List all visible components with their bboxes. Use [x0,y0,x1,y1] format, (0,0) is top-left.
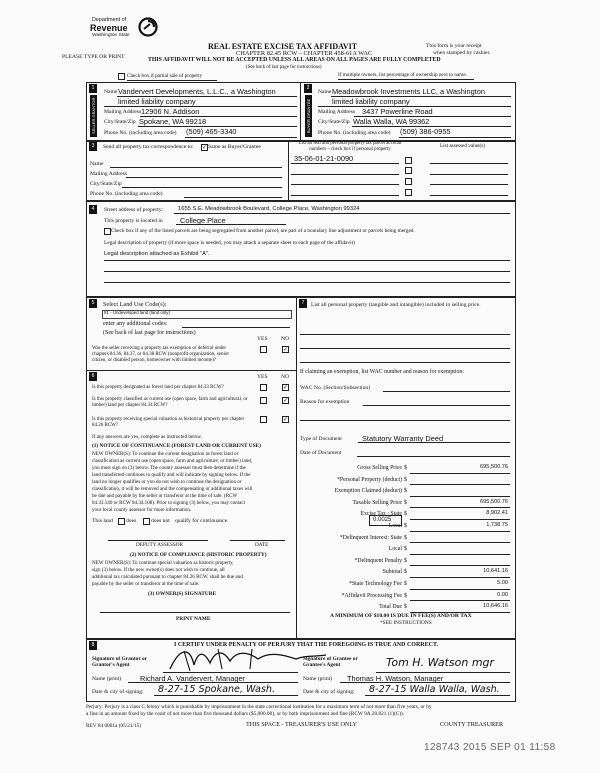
grantee-date-city[interactable]: 8-27-15 Walla Walla, Wash. [369,684,500,695]
dept-line1: Department of [92,17,127,23]
see-instructions-note: *SEE INSTRUCTIONS [380,620,432,626]
notice1-line: NEW OWNER(S): To continue the current designation as forest land or [92,451,239,457]
revenue-logo-icon [138,17,158,37]
tax-line-value[interactable]: 0.00 [497,591,508,598]
exemption-claim-label: If claiming an exemption, list WAC number and reason for exemption: [300,369,464,375]
receipt-note-2: when stamped by cashier. [433,50,491,56]
does-not-label: does not [151,518,170,524]
tax-line-rule [410,565,510,566]
perjury-line-1: Perjury: Perjury is a class C felony which is punishable by imprisonment in the state correctional institution for a maximum term of not more than five years, or by [86,704,432,710]
reason-label: Reason for exemption [300,399,350,405]
form-number: REV 84 0001a (05/21/15) [86,723,142,729]
seller-city[interactable]: Spokane, WA 99218 [139,117,207,126]
personal-property-checkbox-3[interactable] [405,178,412,185]
segregated-checkbox[interactable] [104,228,111,235]
tax-line-label: Local [388,523,402,529]
seller-name-line1[interactable]: Vandervert Developments, L.L.C., a Washington [118,87,276,96]
grantor-name-label: Name (print) [92,676,122,682]
section-2-number: 2 [304,84,312,93]
tax-line-rule [410,519,510,520]
s5-exempt-no[interactable]: ✓ [283,346,289,353]
perjury-line-2: a fine in an amount fixed by the court of not more than five thousand dollars ($5,000.00), or by both imprisonment and fine (RCW 9A.20.021 (1)(C)). [86,711,405,717]
grantee-signature-label: Signature of Grantee or Grantee's Agent [303,656,358,669]
buyer-address-label: Mailing Address [318,109,356,115]
tax-line-rule [410,473,510,474]
notice1-line: you must sign on (3) below. The county assessor must then determine if the [92,465,246,471]
tax-line-rule [410,507,510,508]
seller-phone[interactable]: (509) 465-3340 [186,127,237,136]
buyer-side-label: BUYER GRANTEE [305,95,312,137]
historic-question: Is this property receiving special valuation as historical property per chapter 84.26 RCW? [92,417,245,428]
notice1-line: land transferred continues to qualify and will indicate by signing below. If the [92,472,251,478]
tax-line-rule [410,496,510,497]
partial-sale-label: Check box if partial sale of property [127,73,203,79]
this-land-label: This land [92,518,113,524]
s6-current-use-no[interactable]: ✓ [283,397,289,404]
section-1-number: 1 [89,84,97,93]
notice2-line: sign (3) below. If the new owner(s) does not wish to continue, all [92,567,225,573]
dollar-sign: $ [404,569,407,576]
seller-address-label: Mailing Address [104,109,142,115]
print-name-label: PRINT NAME [176,616,211,622]
tax-line-rule [410,531,510,532]
assessor-date-label: DATE [255,542,269,548]
corr-phone-label: Phone No. (including area code) [90,191,163,197]
dollar-sign: $ [404,557,407,564]
assessed-header: List assessed value(s) [440,143,485,149]
forest-land-question: Is this property designated as forest land per chapter 84.33 RCW? [92,385,224,390]
current-use-question: Is this property classified as current use (open space, farm and agricultural, or timber) land per chapter 84.34 RCW? [92,397,248,408]
seller-phone-label: Phone No. (including area code) [104,130,177,136]
tax-line-value[interactable]: 695,500.76 [480,464,508,470]
dollar-sign: $ [404,523,407,529]
s6-current-use-yes[interactable] [260,397,267,404]
form-title: REAL ESTATE EXCISE TAX AFFIDAVIT [208,42,358,51]
tax-line-rule [410,577,510,578]
tax-line-label: Local [388,546,402,553]
tax-line-value[interactable]: 10,646.16 [483,603,508,610]
s6-forest-no[interactable]: ✓ [283,384,289,391]
parcel-header: List all real and personal property tax parcel account numbers – check box if personal property [298,141,402,152]
receipt-note-1: This form is your receipt [426,43,482,49]
tax-line-label: Gross Selling Price [357,465,402,471]
doc-date-label: Date of Document [300,450,342,456]
notice-continuance-title: (1) NOTICE OF CONTINUANCE (FOREST LAND OR CURRENT USE) [92,443,261,449]
buyer-address[interactable]: 3437 Powerline Road [362,107,433,116]
s6-forest-yes[interactable] [260,384,267,391]
section-5-number: 5 [89,299,97,308]
dollar-sign: $ [404,604,407,611]
s6-historic-yes[interactable] [260,416,267,423]
dept-line3: Washington State [92,33,130,38]
buyer-phone[interactable]: (509) 386-0955 [400,127,451,136]
notice1-line: classification, it will be removed and the compensating or additional taxes will [92,486,253,492]
wac-label: WAC No. (Section/Subsection) [300,385,371,391]
dollar-sign: $ [404,488,407,495]
seller-name-label: Name [104,89,118,95]
tax-line-label: *Delinquent Penalty [354,557,402,564]
does-label: does [126,518,137,524]
tax-line-rule [410,589,510,590]
parcel-number[interactable]: 35-06-01-21-0090 [294,154,354,163]
doc-type-label: Type of Document [300,436,342,442]
notice1-line: land no longer qualifies or you do not wish to continue the designation or [92,479,242,485]
continuance-does-checkbox[interactable] [118,518,125,525]
tax-line-value[interactable]: 10,641.16 [483,568,508,575]
land-use-value[interactable]: 91 - Undeveloped land (land only) [104,310,170,315]
grantor-date-city[interactable]: 8-27-15 Spokane, Wash. [158,684,276,695]
s6-no-header: NO [281,374,290,380]
tax-line-value[interactable]: 8,902.41 [486,510,508,517]
notice2-line: additional tax calculated pursuant to chapter 84.26 RCW, shall be due and [92,574,243,580]
multiple-owners-note: If multiple owners, list percentage of ownership next to name. [338,72,467,78]
section-6-number: 6 [89,372,97,381]
dollar-sign: $ [404,465,407,471]
same-as-buyer-checkbox[interactable]: ✓ [202,144,208,151]
personal-property-checkbox-1[interactable] [405,157,412,164]
correspondence-label: Send all property tax correspondence to: [103,144,194,150]
tax-line-rule [410,484,510,485]
county-treasurer-label: COUNTY TREASURER [440,721,504,728]
treasurer-stamp: 128743 2015 SEP 01 11:58 [424,742,556,753]
same-as-buyer-label: Same as Buyer/Grantee [208,144,261,150]
section-3-number: 3 [89,142,97,151]
exemption-question: Was the seller receiving a property tax exemption or deferral under chapters 84.36, 84.37, or 84.38 RCW (nonprofit organization, senior citizen, or disabled person, homeowner with limited income)? [92,346,230,363]
owner-signature-label: (3) OWNER(S) SIGNATURE [148,591,217,597]
partial-sale-checkbox[interactable] [118,73,125,80]
personal-property-label: List all personal property (tangible and intangible) included in selling price. [311,302,481,308]
legal-description[interactable]: Legal description attached as Exhibit "A". [104,251,210,257]
qualify-label: qualify for continuance. [175,518,229,524]
grantee-date-label: Date & city of signing: [303,689,355,695]
treasurer-space-label: THIS SPACE - TREASURER'S USE ONLY [246,721,358,728]
s5-yes-header: YES [257,336,268,342]
instructions-note: (See back of last page for instructions) [246,65,322,70]
s6-historic-no[interactable]: ✓ [283,416,289,423]
tax-line-label: Exemption Claimed (deduct) [334,488,402,495]
dollar-sign: $ [404,499,407,506]
legal-label: Legal description of property (if more space is needed, you may attach a separate sheet to each page of the affidavit) [104,240,355,246]
dept-line2: Revenue [90,23,128,33]
tax-line-label: *Delinquent Interest: State [339,534,402,541]
corr-city-label: City/State/Zip [90,181,122,187]
tax-line-value[interactable]: 1,738.75 [486,522,508,528]
form-chapter: CHAPTER 82.45 RCW – CHAPTER 458-61A WAC [236,50,373,57]
tax-line-label: Excise Tax : State [360,511,402,518]
section-4-number: 4 [89,205,97,214]
buyer-phone-label: Phone No. (including area code) [318,130,391,136]
seller-side-label: SELLER GRANTOR [90,95,97,137]
dollar-sign: $ [404,592,407,599]
notice-compliance-title: (2) NOTICE OF COMPLIANCE (HISTORIC PROPERTY) [130,552,267,558]
section-7-number: 7 [299,299,307,308]
tax-line-label: Total Due [379,604,402,611]
segregated-label: Check box if any of the listed parcels are being segregated from another parcel, are part of a boundary line adjustment or parcels being merged. [111,228,415,234]
any-yes-note: If any answers are yes, complete as instructed below. [92,434,203,440]
additional-codes-label: enter any additional codes: [103,321,168,327]
form-warning: THIS AFFIDAVIT WILL NOT BE ACCEPTED UNLESS ALL AREAS ON ALL PAGES ARE FULLY COMPLETED [148,57,441,63]
street-address[interactable]: 1655 S.E. Meadowbrook Boulevard, College Place, Washington 99324 [178,206,360,212]
corr-address-label: Mailing Address [90,171,128,177]
notice2-line: NEW OWNER(S): To continue special valuation as historic property, [92,560,234,566]
notice1-line: classification as current use (open space, farm and agriculture, or timber) land, [92,458,253,464]
type-or-print: PLEASE TYPE OR PRINT [62,54,125,60]
seller-name-line2[interactable]: limited liability company [118,97,196,106]
street-label: Street address of property: [104,207,164,213]
dollar-sign: $ [404,476,407,483]
dollar-sign: $ [404,534,407,541]
continuance-does-not-checkbox[interactable] [143,518,150,525]
personal-property-checkbox-4[interactable] [405,189,412,196]
located-label: This property is located in [104,218,163,224]
notice1-line: be due and payable by the seller or transferor at the time of sale. (RCW [92,493,238,499]
buyer-city-label: City/State/Zip [318,119,350,125]
land-use-label: Select Land Use Code(s): [103,301,167,308]
tax-line-rule [410,600,510,601]
certify-statement: I CERTIFY UNDER PENALTY OF PERJURY THAT THE FOREGOING IS TRUE AND CORRECT. [174,642,439,648]
notice1-line: 84.33.140 or RCW 84.34.108). Prior to signing (3) below, you may contact [92,500,246,506]
notice1-line: your local county assessor for more information. [92,507,192,513]
tax-line-rule [410,554,510,555]
buyer-name-label: Name [318,89,332,95]
doc-type-value[interactable]: Statutory Warranty Deed [362,434,444,443]
grantor-name[interactable]: Richard A. Vandervert, Manager [140,674,246,683]
buyer-name-line1[interactable]: Meadowbrook Investments LLC, a Washington [332,87,485,96]
property-section [86,200,516,298]
seller-address[interactable]: 12906 N. Addison [141,107,200,116]
minimum-fee-note: A MINIMUM OF $10.00 IS DUE IN FEE(S) AND/OR TAX [330,613,472,619]
buyer-city[interactable]: Walla Walla, WA 99362 [353,117,430,126]
tax-line-label: *State Technology Fee [349,581,402,587]
grantee-name[interactable]: Thomas H. Watson, Manager [347,674,444,683]
tax-line-label: Taxable Selling Price [352,499,402,506]
local-rate[interactable]: 0.0025 [373,517,392,523]
dollar-sign: $ [404,581,407,587]
grantor-signature-label: Signature of Grantor or Grantor's Agent [92,656,147,669]
buyer-name-line2[interactable]: limited liability company [332,97,410,106]
section-8-number: 8 [89,641,97,650]
tax-line-label: *Personal Property (deduct) [336,476,402,483]
tax-line-rule [410,542,510,543]
tax-line-label: *Affidavit Processing Fee [341,592,402,599]
located-city[interactable]: College Place [180,216,226,225]
dollar-sign: $ [404,546,407,553]
personal-property-checkbox-2[interactable] [405,167,412,174]
land-use-see-back: (See back of last page for instructions) [103,330,196,336]
corr-name-label: Name [90,161,104,167]
tax-line-label: Subtotal [382,569,402,576]
grantor-date-label: Date & city of signing: [92,689,144,695]
notice2-line: payable by the seller or transferor at the time of sale. [92,581,200,587]
s5-exempt-yes[interactable] [260,346,267,353]
grantee-name-label: Name (print) [303,676,333,682]
tax-line-value[interactable]: 5.00 [497,580,508,586]
grantee-signature-text: Tom H. Watson mgr [386,656,495,669]
seller-city-label: City/State/Zip [104,119,136,125]
dollar-sign: $ [404,511,407,518]
s6-yes-header: YES [257,374,268,380]
s5-no-header: NO [281,336,290,342]
tax-line-value[interactable]: 695,500.76 [480,498,508,505]
deputy-assessor-label: DEPUTY ASSESSOR [136,542,183,548]
